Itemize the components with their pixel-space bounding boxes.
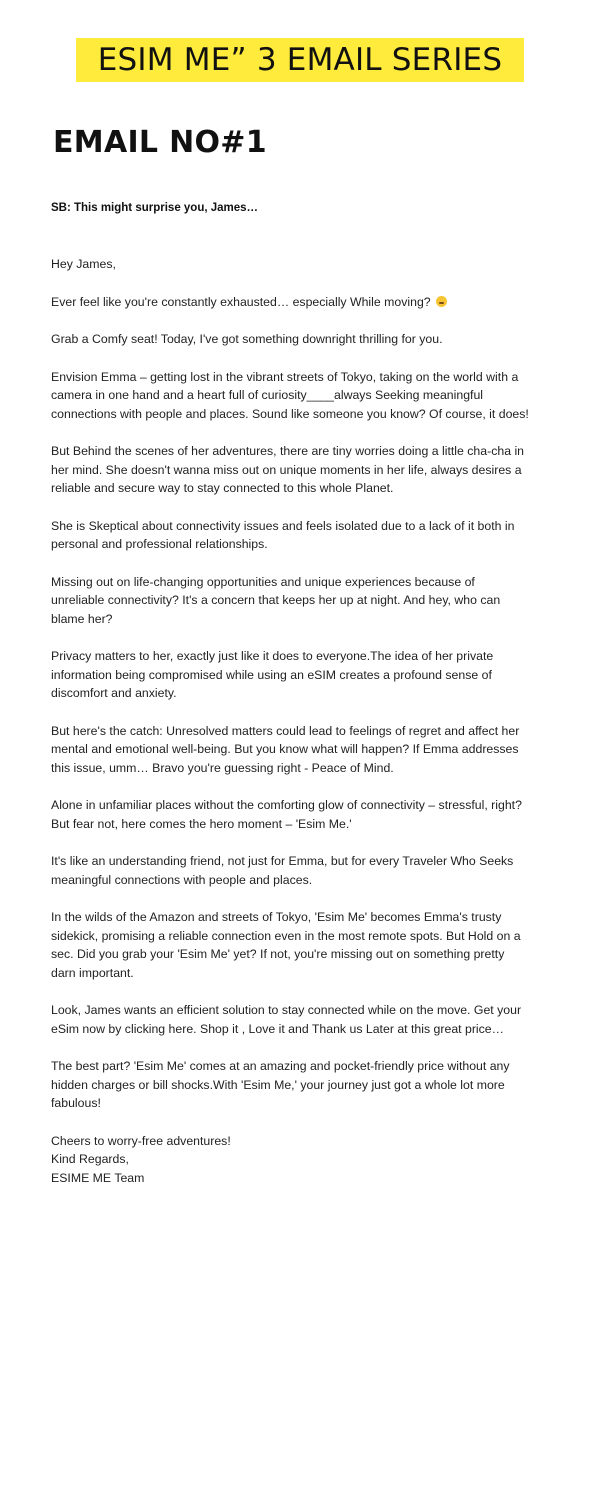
signoff-line: Kind Regards, <box>51 1152 129 1166</box>
paragraph: Missing out on life-changing opportunities and unique experiences because of unreliable connectivity? It's a concern that keeps her up at night. And hey, who can blame her? <box>51 574 501 626</box>
signoff <box>51 1132 531 1188</box>
paragraph: In the wilds of the Amazon and streets of Tokyo, 'Esim Me' becomes Emma's trusty sidekick, promising a reliable connection even in the most remote spots. But Hold on a sec. Did you grab your 'Esim Me' yet? If not, you're missing out on something pretty darn important. <box>51 910 521 980</box>
paragraph: But Behind the scenes of her adventures, there are tiny worries doing a little cha-cha in her mind. She doesn't wanna miss out on unique moments in her life, always desires a reliable and secure way to stay connected to this whole Planet. <box>51 444 525 495</box>
paragraph: It's like an understanding friend, not just for Emma, but for every Traveler Who Seeks meaningful connections with people and places. <box>51 854 514 887</box>
greeting: Hey James, <box>51 257 116 271</box>
paragraph-text: Ever feel like you're constantly exhausted… especially While moving? <box>51 294 431 309</box>
signoff-signature: ESIME ME Team <box>51 1170 145 1185</box>
paragraph <box>51 293 531 312</box>
paragraph: Privacy matters to her, exactly just like it does to everyone.The idea of her private information being compromised while using an eSIM creates a profound sense of discomfort and anxiety. <box>51 649 494 700</box>
tired-face-emoji-icon <box>436 296 447 307</box>
email-body <box>51 255 531 1187</box>
paragraph: The best part? 'Esim Me' comes at an amazing and pocket-friendly price without any hidden charges or bill shocks.With 'Esim Me,' your journey just got a whole lot more fabulous! <box>51 1059 510 1110</box>
paragraph: Envision Emma – getting lost in the vibrant streets of Tokyo, taking on the world with a camera in one hand and a heart full of curiosity____always Seeking meaningful connections with people and places. Sound like someone you know? Of course, it does! <box>51 369 529 421</box>
subject-line: SB: This might surprise you, James… <box>51 202 259 214</box>
paragraph: Look, James wants an efficient solution to stay connected while on the move. Get your eSim now by clicking here. Shop it , Love it and Thank us Later at this great price… <box>51 1003 522 1036</box>
email-heading: EMAIL NO#1 <box>53 125 267 160</box>
paragraph: She is Skeptical about connectivity issues and feels isolated due to a lack of it both in personal and professional relationships. <box>51 518 515 551</box>
paragraph: But here's the catch: Unresolved matters could lead to feelings of regret and affect her mental and emotional well-being. But you know what will happen? If Emma addresses this issue, umm… Bravo you're guessing right - Peace of Mind. <box>51 723 520 775</box>
paragraph: Grab a Comfy seat! Today, I've got something downright thrilling for you. <box>51 332 443 346</box>
series-title: ESIM ME” 3 EMAIL SERIES <box>97 41 503 78</box>
title-banner <box>76 38 524 82</box>
paragraph: Alone in unfamiliar places without the comforting glow of connectivity – stressful, right? But fear not, here comes the hero moment – 'Esim Me.' <box>51 798 522 831</box>
signoff-line: Cheers to worry-free adventures! <box>51 1133 231 1148</box>
